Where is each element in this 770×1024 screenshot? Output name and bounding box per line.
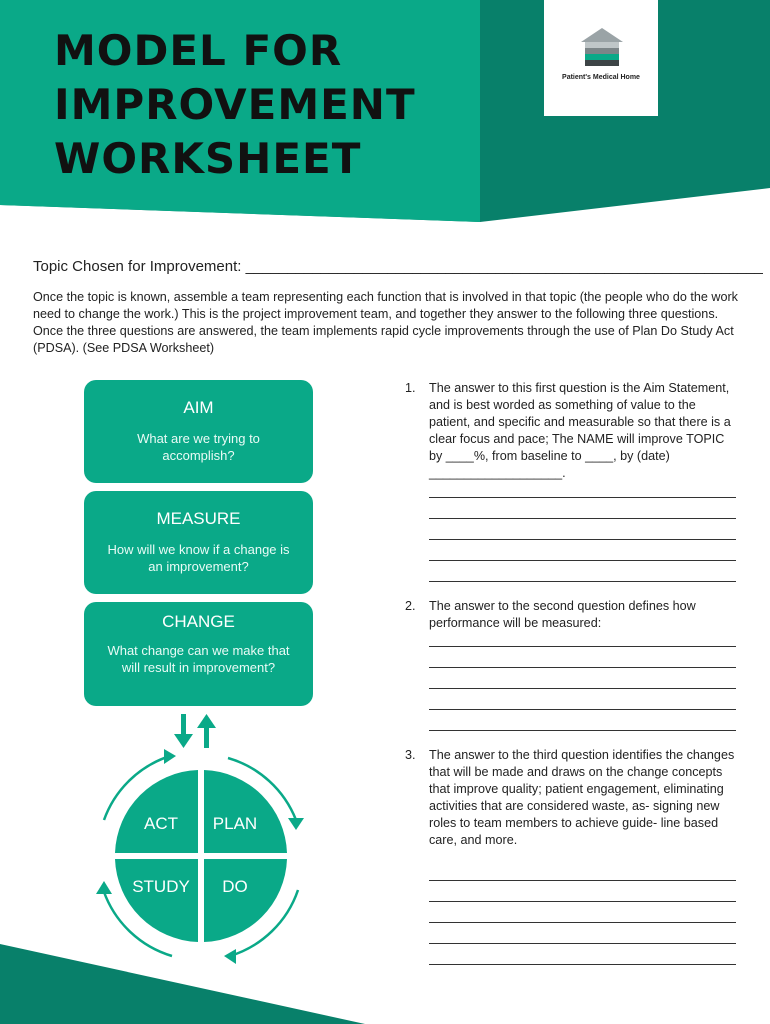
- answer-2-lines[interactable]: [429, 646, 736, 751]
- arrow-head-icon: [224, 949, 236, 964]
- aim-card: [84, 380, 313, 483]
- question-1-number: 1.: [405, 381, 416, 395]
- pdsa-cycle-diagram: [80, 708, 320, 968]
- logo: [544, 0, 658, 116]
- measure-question: How will we know if a change is an improvement?: [107, 542, 290, 574]
- answer-line[interactable]: [429, 560, 736, 561]
- title-line-1: MODEL FOR: [54, 26, 343, 75]
- question-1-text: The answer to this first question is the Aim Statement, and is best worded as something of value to the patient, and specific and measurable so that there is a clear focus and pace; The NAME will improve TOPIC by ____%, from baseline to ____, by (date) ___________________.: [429, 381, 731, 480]
- arrow-head-icon: [164, 749, 176, 764]
- answer-line[interactable]: [429, 581, 736, 582]
- answer-line[interactable]: [429, 709, 736, 710]
- question-2-number: 2.: [405, 599, 416, 613]
- aim-title: AIM: [183, 398, 214, 417]
- aim-question: What are we trying to accomplish?: [137, 431, 260, 463]
- change-title: CHANGE: [162, 612, 235, 631]
- answer-line[interactable]: [429, 922, 736, 923]
- arrow-head-icon: [288, 818, 304, 830]
- title-line-2: IMPROVEMENT: [54, 80, 416, 129]
- answer-line[interactable]: [429, 730, 736, 731]
- change-question: What change can we make that will result in improvement?: [107, 643, 290, 675]
- answer-1-lines[interactable]: [429, 497, 736, 602]
- arrow-head-icon: [96, 881, 112, 894]
- question-3: [405, 747, 738, 849]
- question-3-text: The answer to the third question identifies the changes that will be made and draws on the change concepts that improve quality; patient engagement, eliminating activities that are considered waste, as- signing new roles to team members to achieve guide- line based care, and more.: [429, 748, 735, 847]
- answer-line[interactable]: [429, 943, 736, 944]
- change-card: [84, 602, 313, 706]
- topic-field[interactable]: Topic Chosen for Improvement: ______________________________________________________________: [33, 258, 763, 275]
- answer-line[interactable]: [429, 497, 736, 498]
- house-icon: [579, 26, 625, 72]
- do-label: DO: [222, 877, 248, 896]
- answer-3-lines[interactable]: [429, 880, 736, 985]
- question-2-text: The answer to the second question defines how performance will be measured:: [429, 599, 696, 630]
- measure-title: MEASURE: [156, 509, 241, 528]
- up-arrow-icon: [197, 714, 216, 748]
- act-label: ACT: [144, 814, 178, 833]
- title-line-3: WORKSHEET: [54, 134, 362, 183]
- question-3-number: 3.: [405, 748, 416, 762]
- answer-line[interactable]: [429, 539, 736, 540]
- question-1: [405, 380, 738, 482]
- page-title: [54, 24, 416, 186]
- study-label: STUDY: [132, 877, 190, 896]
- answer-line[interactable]: [429, 964, 736, 965]
- logo-text: Patient's Medical Home: [562, 74, 640, 81]
- answer-line[interactable]: [429, 901, 736, 902]
- answer-line[interactable]: [429, 646, 736, 647]
- intro-paragraph: Once the topic is known, assemble a team representing each function that is involved in that topic (the people who do the work need to change the work.) This is the project improvement team, and together they answer to the following three questions. Once the three questions are answered, the team implements rapid cycle improvements through the use of Plan Do Study Act (PDSA). (See PDSA Worksheet): [33, 290, 738, 355]
- plan-quadrant: [204, 770, 287, 853]
- question-2: [405, 598, 738, 632]
- answer-line[interactable]: [429, 880, 736, 881]
- answer-line[interactable]: [429, 518, 736, 519]
- measure-card: [84, 491, 313, 594]
- plan-label: PLAN: [212, 814, 258, 833]
- answer-line[interactable]: [429, 667, 736, 668]
- answer-line[interactable]: [429, 688, 736, 689]
- down-arrow-icon: [174, 714, 193, 748]
